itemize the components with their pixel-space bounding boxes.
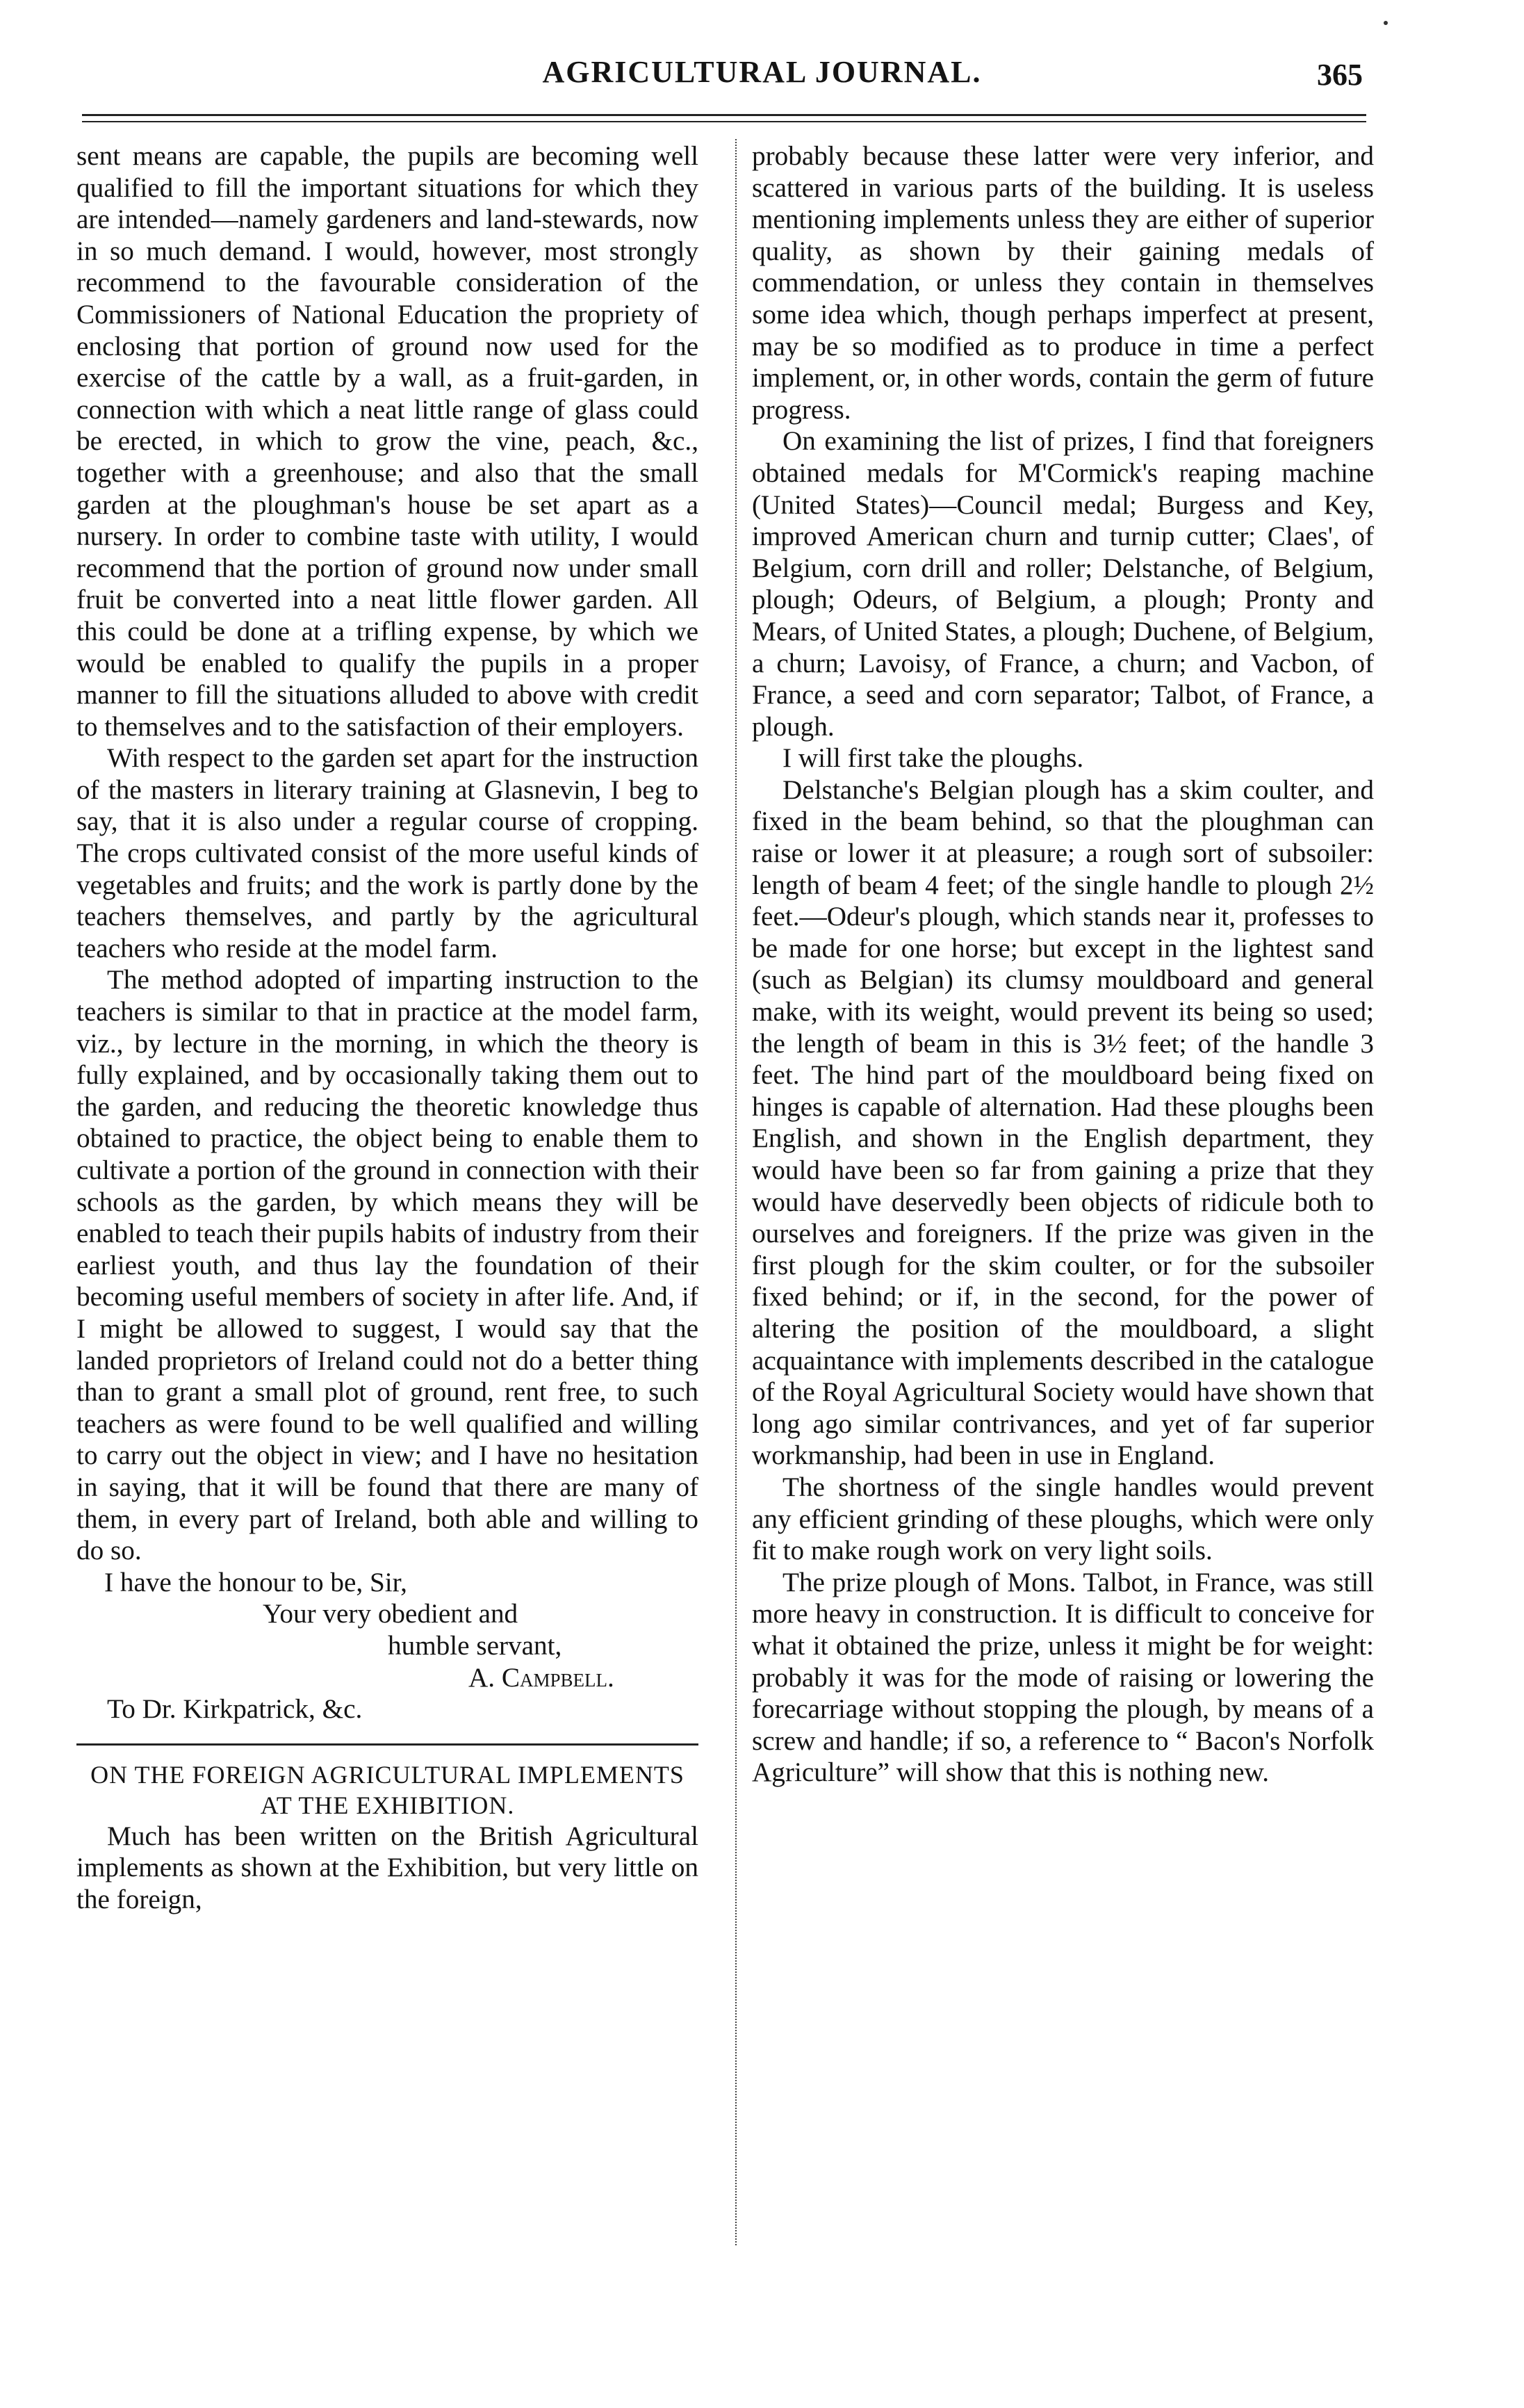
letter-salutation: I have the honour to be, Sir, [104,1567,407,1597]
page-header [0,54,1524,103]
body-paragraph: Much has been written on the British Agricultural implements as shown at the Exhibition, but very little on the foreign, [76,1821,698,1914]
running-title: AGRICULTURAL JOURNAL. [542,55,982,89]
body-paragraph: sent means are capable, the pupils are becoming well qualified to fill the important situations for which they are intended—namely gardeners and land-stewards, now in so much demand. I would, however, most strongly recommend to the favourable consideration of the Commissioners of National Education the propriety of enclosing that portion of ground now used for the exercise of the cattle by a wall, as a fruit-garden, in connection with which a neat little range of glass could be erected, in which to grow the vine, peach, &c., together with a greenhouse; and also that the small garden at the ploughman's house be set apart as a nursery. In order to combine taste with utility, I would recommend that the portion of ground now under small fruit be converted into a neat little flower garden. All this could be done at a trifling expense, by which we would be enabled to qualify the pupils in a proper manner to fill the situations alluded to above with credit to themselves and to the satisfaction of their employers. [76,141,698,742]
body-paragraph: With respect to the garden set apart for the instruction of the masters in literary training at Glasnevin, I beg to say, that it is also under a regular course of cropping. The crops cultivated consist of the more useful kinds of vegetables and fruits; and the work is partly done by the teachers themselves, and partly by the agricultural teachers who reside at the model farm. [76,743,698,963]
letter-address: To Dr. Kirkpatrick, &c. [107,1694,363,1725]
section-heading: ON THE FOREIGN AGRICULTURAL IMPLEMENTS AT THE EXHIBITION. [90,1760,685,1819]
body-paragraph: The method adopted of imparting instruction to the teachers is similar to that in practice at the model farm, viz., by lecture in the morning, in which the theory is fully explained, and by occasionally taking them out to the garden, and reducing the theoretic knowledge thus obtained to practice, the object being to enable them to cultivate a portion of the ground in connection with their schools as the garden, by which means they will be enabled to teach their pupils habits of industry from their earliest youth, and thus lay the foundation of their becoming useful members of society in after life. And, if I might be allowed to suggest, I would say that the landed proprietors of Ireland could not do a better thing than to grant a small plot of ground, rent free, to such teachers as were found to be well qualified and willing to carry out the object in view; and I have no hesitation in saying, that it will be found that there are many of them, in every part of Ireland, both able and willing to do so. [76,965,698,1566]
section-rule [76,1743,698,1746]
closing-line: Your very obedient and [263,1599,518,1629]
body-paragraph: The prize plough of Mons. Talbot, in France, was still more heavy in construction. It is difficult to conceive for what it obtained the prize, unless it might be for weight: probably it was for the mode of raising or lowering the forecarriage without stopping the plough, by means of a screw and handle; if so, a reference to “ Bacon's Norfolk Agriculture” will show that this is nothing new. [752,1567,1374,1788]
closing-line: humble servant, [388,1630,562,1661]
header-rule-thin [82,121,1366,122]
header-rule [82,114,1366,116]
body-paragraph: On examining the list of prizes, I find that foreigners obtained medals for M'Cormick's reaping machine (United States)—Council medal; Burgess and Key, improved American churn and turnip cutter; Claes', of Belgium, corn drill and roller; Delstanche, of Belgium, plough; Odeurs, of Belgium, a plough; Pronty and Mears, of United States, a plough; Duchene, of Belgium, a churn; Lavoisy, of France, a churn; and Vacbon, of France, a seed and corn separator; Talbot, of France, a plough. [752,426,1374,742]
letter-closing [76,1598,698,1693]
column-divider [735,139,737,2245]
page-number: 365 [1317,58,1363,92]
left-column [76,140,698,1915]
body-paragraph: probably because these latter were very inferior, and scattered in various parts of the building. It is useless mentioning implements unless they are either of superior quality, as shown by their gaining medals of commendation, or unless they contain in themselves some idea which, though perhaps imperfect at present, may be so modified as to produce in time a perfect implement, or, in other words, contain the germ of future progress. [752,141,1374,425]
body-paragraph: Delstanche's Belgian plough has a skim coulter, and fixed in the beam behind, so that the ploughman can raise or lower it at pleasure; a rough sort of subsoiler: length of beam 4 feet; of the single handle to plough 2½ feet.—Odeur's plough, which stands near it, professes to be made for one horse; but except in the lightest sand (such as Belgian) its clumsy mouldboard and general make, with its weight, would prevent its being so used; the length of beam in this is 3½ feet; of the handle 3 feet. The hind part of the mouldboard being fixed on hinges is capable of alternation. Had these ploughs been English, and shown in the English department, they would have been so far from gaining a prize that they would have deservedly been objects of ridicule both to ourselves and foreigners. If the prize was given in the first plough for the skim coulter, or for the subsoiler fixed behind; or if, in the second, for the power of altering the position of the mouldboard, a slight acquaintance with implements described in the catalogue of the Royal Agricultural Society would have shown that long ago similar contrivances, and yet of far superior workmanship, had been in use in England. [752,774,1374,1471]
body-paragraph: I will first take the ploughs. [783,743,1084,774]
letter-signature: A. Campbell. [468,1662,614,1693]
right-column [752,140,1374,1789]
print-speck [1384,21,1388,25]
body-paragraph: The shortness of the single handles would prevent any efficient grinding of these ploughs, which were only fit to make rough work on very light soils. [752,1472,1374,1566]
